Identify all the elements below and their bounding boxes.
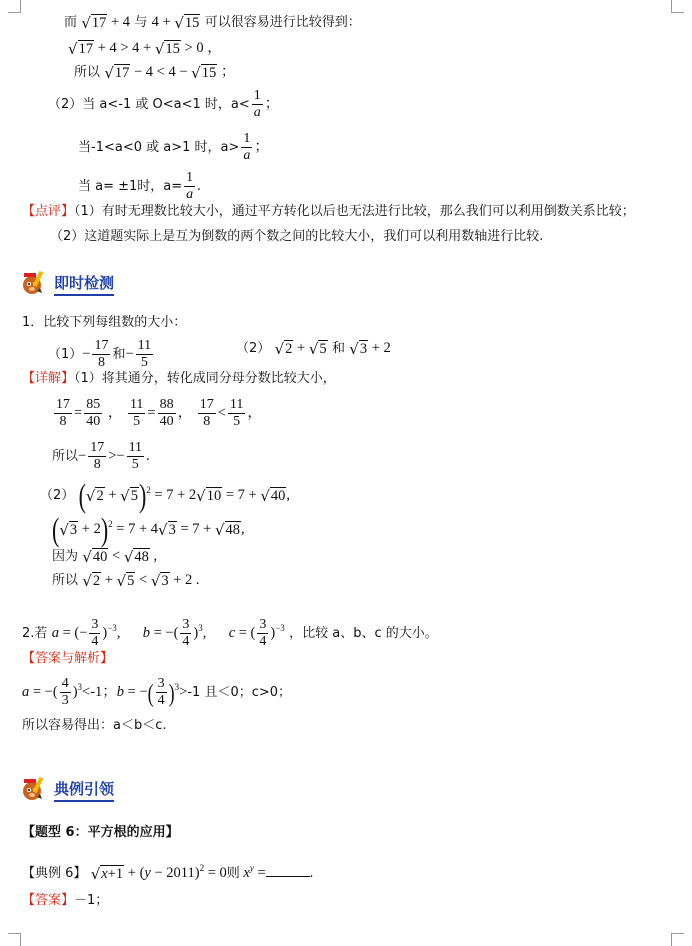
- text: 当-1<a<0 或 a>1 时，a>: [78, 140, 240, 155]
- page-corner-marks: [671, 0, 684, 13]
- top-line-1: 而 √ 17 + 4 与 4 + √ 15 可以很容易进行比较得到：: [64, 13, 361, 32]
- text: 当 a= ±1时，a=: [78, 179, 183, 194]
- fraction-result: 所以− $\frac{17}{8}$ >− $\frac{11}{5}$ .: [52, 440, 150, 472]
- q1-parts: （1）− $\frac{17}{8}$ 和− $\frac{11}{5}$: [48, 338, 152, 370]
- top-line-2: √ 17 + 4 > 4 + √ 15 > 0 ，: [68, 39, 222, 58]
- q1-part2: （2） √ 2 + √ 5 和 √ 3 + 2: [236, 339, 391, 358]
- text: ，比较 a、b、c 的大小。: [289, 626, 438, 641]
- so-line: 所以 √ 2 + √ 5 < √ 3 + 2 .: [52, 571, 200, 590]
- page-corner-marks: [8, 0, 21, 13]
- comment-line-1: [22, 201, 635, 222]
- text: 所以: [52, 573, 79, 588]
- example6-answer: [22, 890, 108, 911]
- text: 1．比较下列每组数的大小：: [22, 315, 187, 330]
- section-title: 即时检测: [54, 272, 114, 296]
- section-title: 典例引领: [54, 778, 114, 802]
- bear-pencil-icon: [20, 269, 48, 299]
- text: 与: [134, 15, 148, 30]
- answer-blank: [266, 864, 310, 877]
- top-line-3: 所以 √ 17 − 4 < 4 − √ 15 ；: [74, 63, 236, 82]
- comment-line-2: [50, 226, 543, 247]
- section-heading-instant-check: [20, 266, 114, 302]
- q2-conclusion: [22, 715, 167, 736]
- text: 和: [331, 341, 345, 356]
- text: 可以很容易进行比较得到：: [204, 15, 361, 30]
- comment-label: 【点评】: [22, 204, 75, 219]
- text: 所以: [74, 65, 101, 80]
- type6-title: [22, 822, 179, 843]
- text: 因为: [52, 549, 79, 564]
- text: 所以: [52, 449, 79, 464]
- text: 则: [226, 865, 240, 881]
- text: （2）: [40, 487, 75, 503]
- fraction-conversion: $\frac{17}{8}$ = $\frac{85}{40}$ ， $\frac{11}{5}$ = $\frac{88}{40}$ ， $\frac{17}{8}$ < $\frac{11}{5}$ ，: [56, 397, 262, 429]
- case-line-2: 当-1<a<0 或 a>1 时，a> $\frac{1}{a}$ ；: [78, 131, 269, 163]
- q1-title: [22, 312, 186, 333]
- bear-pencil-icon: [20, 775, 48, 805]
- square-line-2: ( √ 3 + 2)$^2$ = 7 + 4 √ 3 = 7 + √ 48 ,: [52, 510, 245, 548]
- text: （1）将其通分，转化成同分母分数比较大小，: [74, 371, 336, 386]
- text: 而: [64, 15, 78, 30]
- text: （2）这道题实际上是互为倒数的两个数之间的比较大小，我们可以利用数轴进行比较.: [50, 229, 544, 244]
- square-line-1: （2） ( √ 2 + √ 5 )$^2$ = 7 + 2 √ 10 = 7 + √ 40 ,: [40, 476, 291, 514]
- text: 【典例 6】: [22, 865, 87, 881]
- detail-label: 【详解】: [22, 371, 75, 386]
- q2-answer-label: [22, 648, 113, 669]
- case-line-1: （2）当 a<-1 或 O<a<1 时，a< $\frac{1}{a}$ ；: [48, 88, 280, 120]
- example6-line: 【典例 6】 √ x+1 + $(y - 2011)^2 = 0$则 $x^y$ = .: [22, 863, 314, 883]
- case-line-3: 当 a= ±1时，a= $\frac{1}{a}$ .: [78, 170, 201, 202]
- text: （2）: [236, 341, 271, 356]
- detail-line: [22, 368, 336, 389]
- text: .: [309, 864, 314, 881]
- section-heading-example: [20, 772, 114, 808]
- page-corner-marks: [671, 933, 684, 946]
- text: 【题型 6：平方根的应用】: [22, 825, 179, 840]
- answer-label: 【答案与解析】: [22, 651, 114, 666]
- answer-label: 【答案】: [22, 893, 75, 908]
- page-corner-marks: [8, 933, 21, 946]
- text: （1）有时无理数比较大小，通过平方转化以后也无法进行比较，那么我们可以利用倒数关系比较；: [74, 204, 635, 219]
- text: （2）当 a<-1 或 O<a<1 时，a<: [48, 97, 250, 112]
- text: -1 且＜0；c>0；: [187, 685, 292, 700]
- because-line: 因为 √ 40 < √ 48 ,: [52, 547, 158, 566]
- q2-title: 2.若 a = (− $\frac{3}{4}$ )$^{-3}$, b = −( $\frac{3}{4}$ )$^3$, c = ( $\frac{3}{4}$ )$^{-3}$ ，比较 a、b、c 的大小。: [22, 617, 438, 649]
- text: 2.若: [22, 626, 48, 641]
- text: －1；: [74, 893, 109, 908]
- text: 和: [112, 347, 126, 362]
- text: 所以容易得出：a＜b＜c.: [22, 718, 167, 733]
- q2-answer-math: a = −( $\frac{4}{3}$ )$^3$<-1；b = −( $\frac{3}{4}$ )$^3$>-1 且＜0；c>0；: [22, 676, 292, 708]
- text: （1）: [48, 347, 83, 362]
